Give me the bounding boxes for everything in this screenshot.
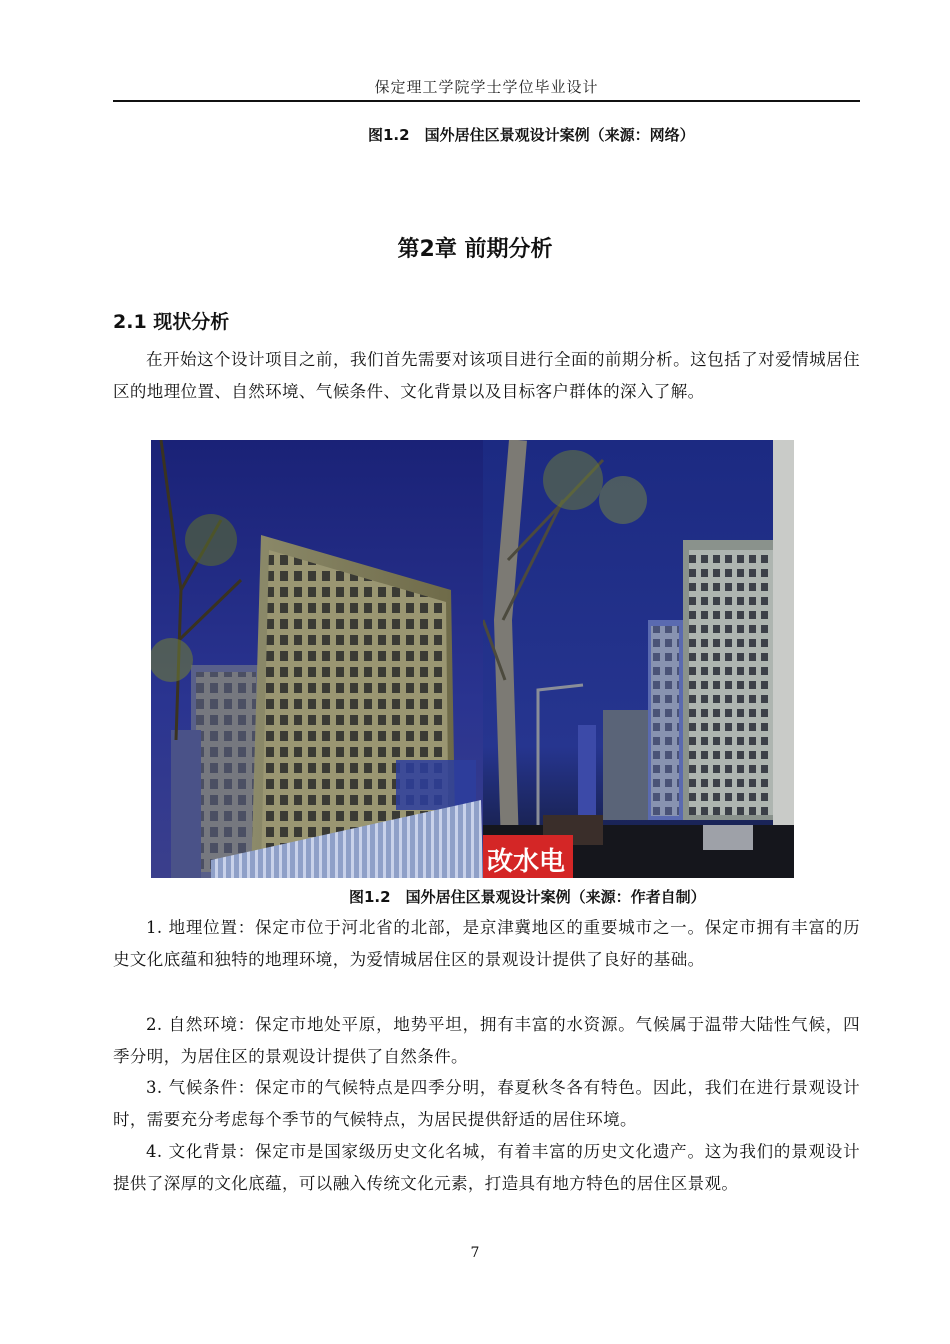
- section-title: 2.1 现状分析: [113, 311, 230, 333]
- page-header: 保定理工学院学士学位毕业设计: [374, 78, 599, 96]
- list-item-culture: 4. 文化背景：保定市是国家级历史文化名城，有着丰富的历史文化遗产。这为我们的景观设计提供了深厚的文化底蕴，可以融入传统文化元素，打造具有地方特色的居住区景观。: [113, 1142, 860, 1193]
- figure-caption: 图1.2 国外居住区景观设计案例（来源：作者自制）: [349, 888, 706, 906]
- header-rule: [113, 100, 860, 102]
- intro-paragraph: 在开始这个设计项目之前，我们首先需要对该项目进行全面的前期分析。这包括了对爱情城居住区的地理位置、自然环境、气候条件、文化背景以及目标客户群体的深入了解。: [113, 350, 860, 401]
- sign-text: 改水电: [487, 847, 566, 877]
- page-number: 7: [470, 1245, 480, 1261]
- top-figure-caption: 图1.2 国外居住区景观设计案例（来源：网络）: [368, 126, 695, 144]
- list-item-climate: 3. 气候条件：保定市的气候特点是四季分明，春夏秋冬各有特色。因此，我们在进行景观设计时，需要充分考虑每个季节的气候特点，为居民提供舒适的居住环境。: [113, 1078, 860, 1129]
- list-item-geography: 1. 地理位置：保定市位于河北省的北部，是京津冀地区的重要城市之一。保定市拥有丰富的历史文化底蕴和独特的地理环境，为爱情城居住区的景观设计提供了良好的基础。: [113, 918, 860, 969]
- chapter-title: 第2章 前期分析: [397, 237, 553, 262]
- list-item-environment: 2. 自然环境：保定市地处平原，地势平坦，拥有丰富的水资源。气候属于温带大陆性气候，四季分明，为居住区的景观设计提供了自然条件。: [113, 1015, 860, 1066]
- photo-left: [151, 440, 483, 878]
- photo-right: [483, 440, 794, 878]
